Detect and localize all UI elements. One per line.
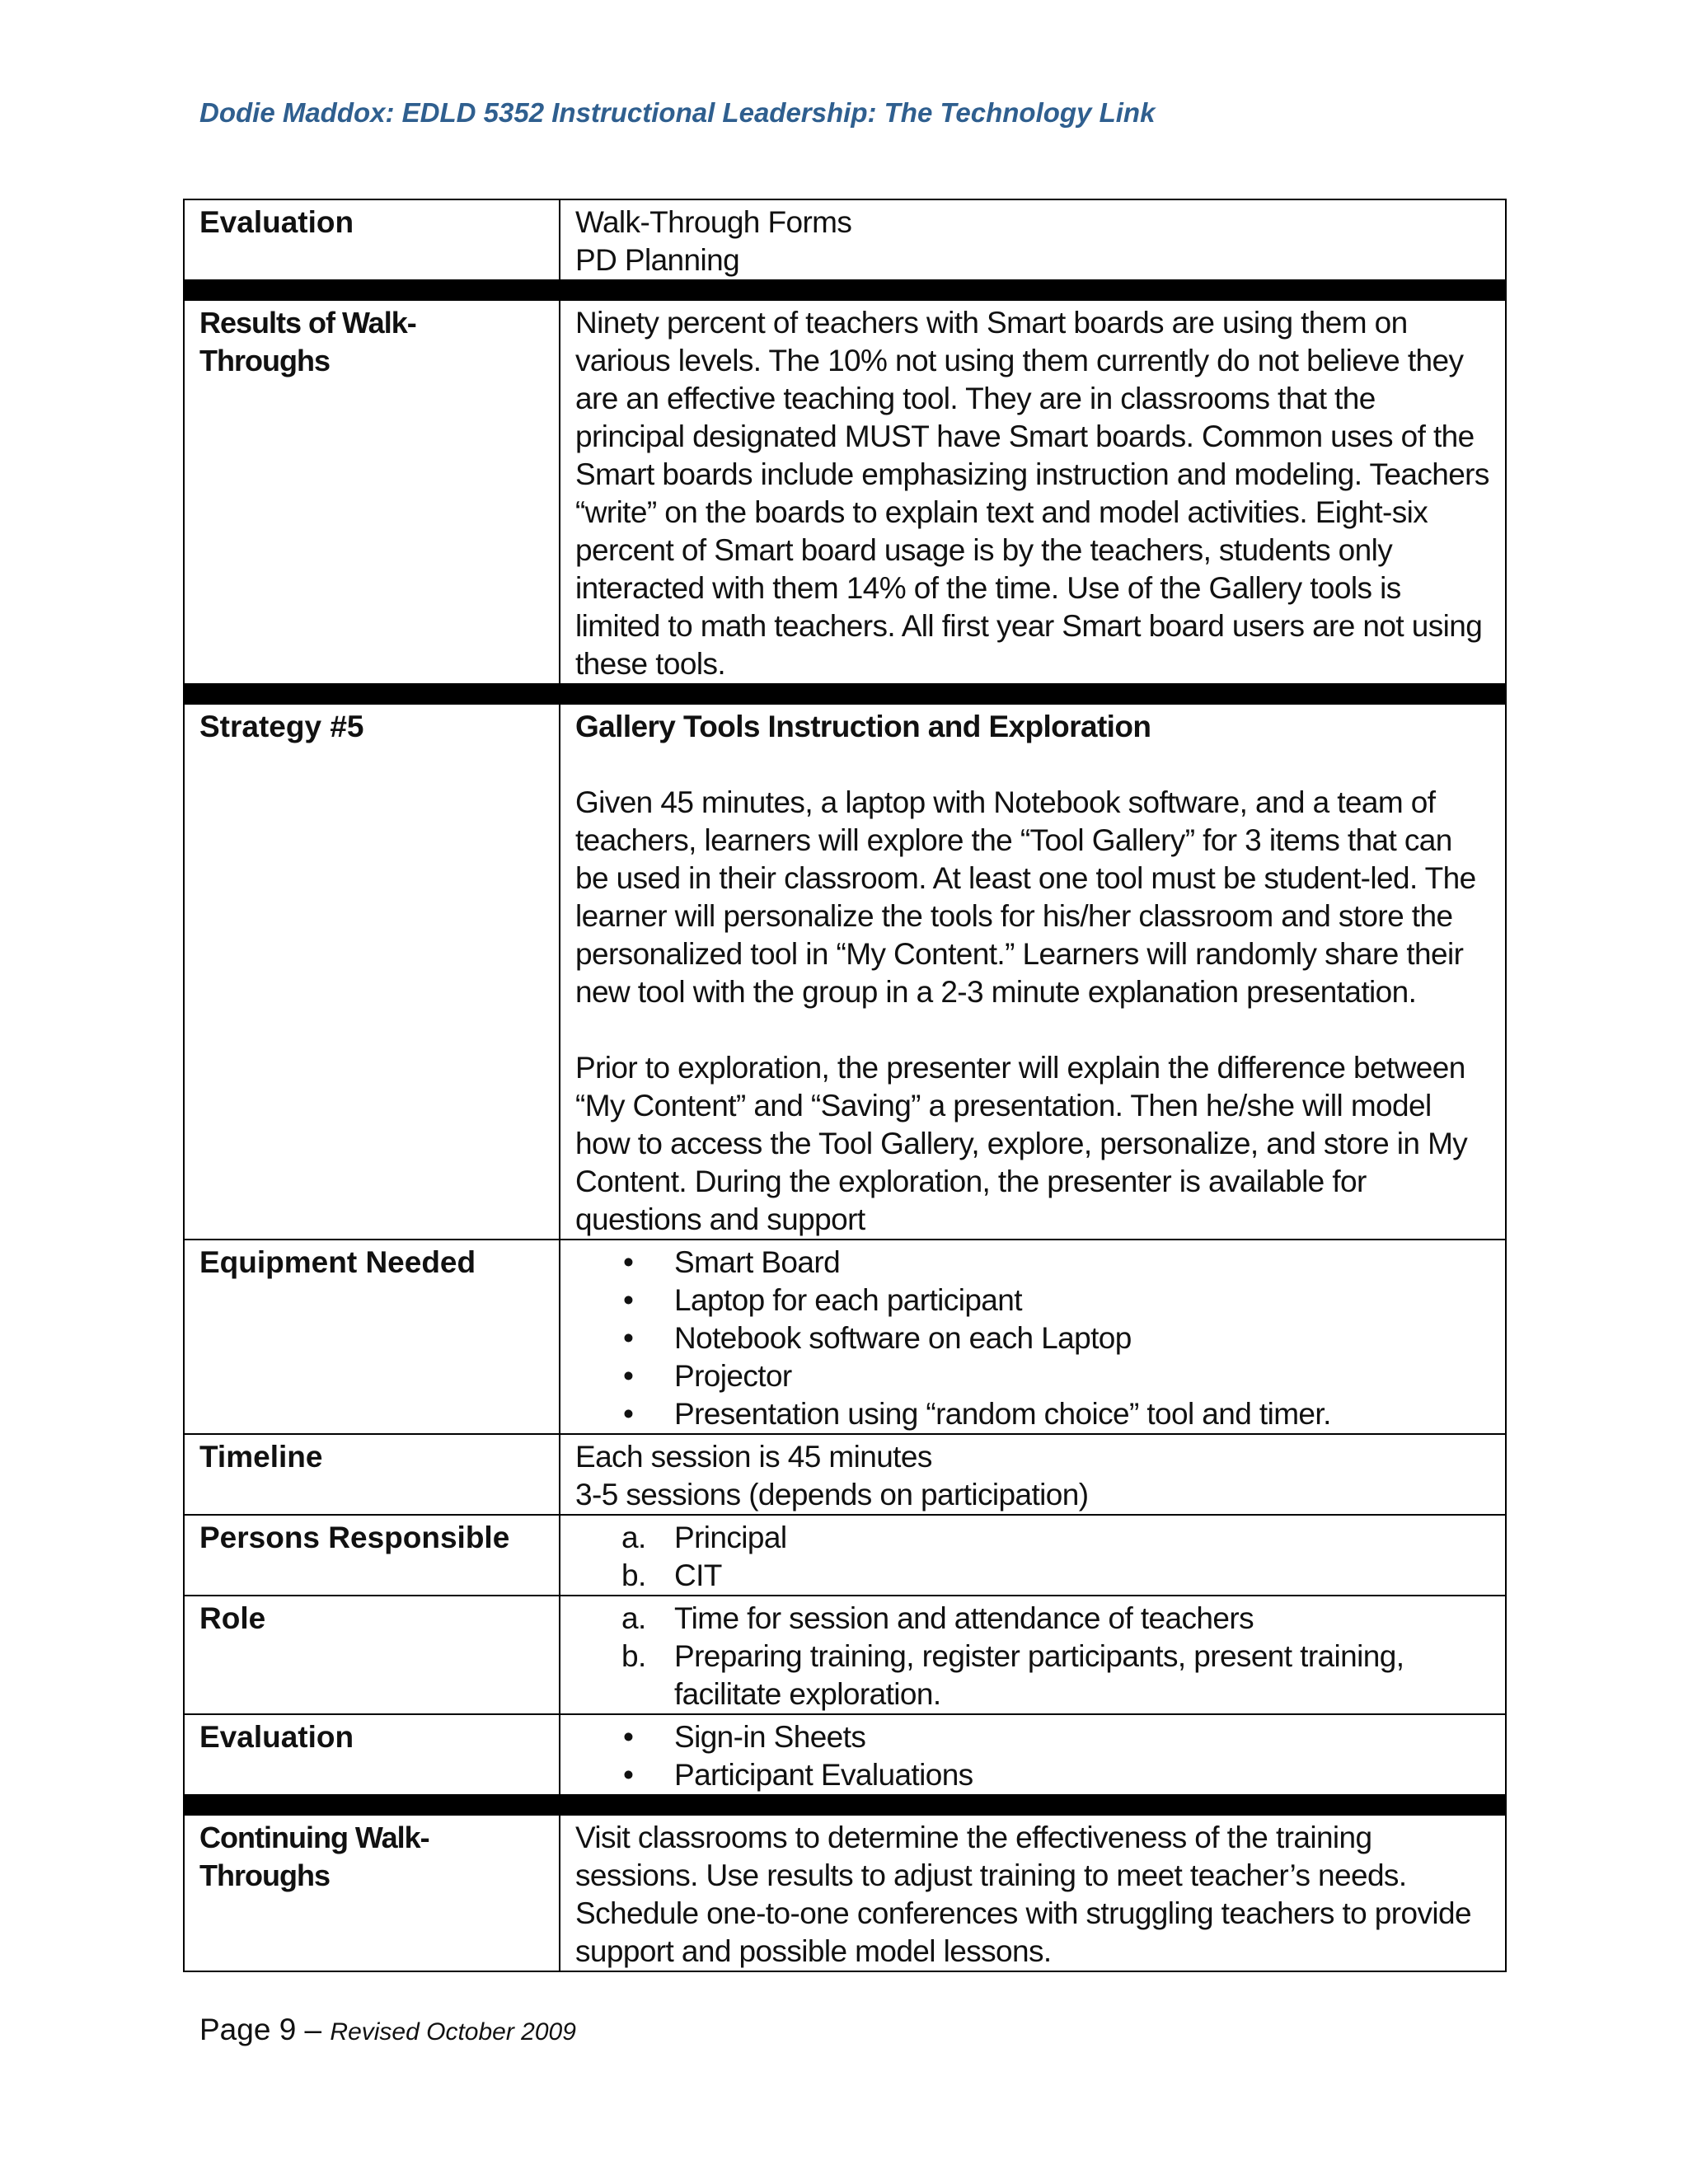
evaluation-top-label: Evaluation (184, 199, 560, 280)
evaluation-bottom-row (184, 1714, 1506, 1795)
timeline-label: Timeline (184, 1434, 560, 1515)
evaluation-top-content (560, 199, 1506, 280)
list-item: a. Time for session and attendance of teachers (621, 1601, 1254, 1635)
bullet-icon: • (623, 1283, 634, 1317)
persons-content (560, 1515, 1506, 1596)
list-item: • Sign-in Sheets (575, 1718, 1490, 1756)
evaluation-bottom-label: Evaluation (184, 1714, 560, 1795)
persons-row (184, 1515, 1506, 1596)
evaluation-bottom-content (560, 1714, 1506, 1795)
list-item: a. Principal (621, 1521, 787, 1554)
list-item: b. Preparing training, register participants, present training, facilitate exploration. (621, 1639, 1404, 1711)
timeline-line2: 3-5 sessions (depends on participation) (575, 1478, 1089, 1511)
evaluation-top-line2: PD Planning (575, 243, 740, 277)
strategy-paragraph-1: Given 45 minutes, a laptop with Notebook software, and a team of teachers, learners will explore the “Tool Gallery” for 3 items that can be used in their classroom. At least one tool must be student-led. The learner will personalize the tools for his/her classroom and store the personalized tool in “My Content.” Learners will randomly share their new tool with the group in a 2-3 minute explanation presentation. (575, 785, 1476, 1009)
list-item: • Notebook software on each Laptop (575, 1319, 1490, 1357)
results-text: Ninety percent of teachers with Smart boards are using them on various levels. The 10% not using them currently do not believe they are an effective teaching tool. They are in classrooms that the principal designated MUST have Smart boards. Common uses of the Smart boards include emphasizing instruction and modeling. Teachers “write” on the boards to explain text and model activities. Eight-six percent of Smart board usage is by the teachers, students only interacted with them 14% of the time. Use of the Gallery tools is limited to math teachers. All first year Smart board users are not using these tools. (560, 300, 1506, 684)
page-footer (199, 2013, 576, 2047)
continuing-label: Continuing Walk-Throughs (184, 1815, 560, 1971)
bullet-icon: • (623, 1720, 634, 1754)
page-header-title: Dodie Maddox: EDLD 5352 Instructional Leadership: The Technology Link (199, 97, 1156, 128)
equipment-list (575, 1244, 1490, 1433)
equipment-label: Equipment Needed (184, 1240, 560, 1434)
list-item: • Smart Board (575, 1244, 1490, 1282)
section-divider (184, 1795, 1506, 1815)
continuing-row (184, 1815, 1506, 1971)
timeline-row (184, 1434, 1506, 1515)
role-list (575, 1600, 1490, 1713)
evaluation-bottom-list (575, 1718, 1490, 1794)
section-divider (184, 684, 1506, 704)
evaluation-top-line1: Walk-Through Forms (575, 205, 852, 239)
list-item: • Participant Evaluations (575, 1756, 1490, 1794)
bullet-icon: • (623, 1359, 634, 1393)
persons-list (575, 1519, 1490, 1595)
strategy-row (184, 704, 1506, 1240)
results-row (184, 300, 1506, 684)
timeline-content (560, 1434, 1506, 1515)
list-item: • Projector (575, 1357, 1490, 1395)
equipment-row (184, 1240, 1506, 1434)
page-number: Page 9 – (199, 2013, 331, 2046)
evaluation-top-row (184, 199, 1506, 280)
role-label: Role (184, 1596, 560, 1714)
strategy-paragraph-2: Prior to exploration, the presenter will explain the difference between “My Content” and “Saving” a presentation. Then he/she will model how to access the Tool Gallery, explore, personalize, and store in My Content. During the exploration, the presenter is available for questions and support (575, 1051, 1468, 1236)
continuing-text: Visit classrooms to determine the effectiveness of the training sessions. Use results to adjust training to meet teacher’s needs. Schedule one-to-one conferences with struggling teachers to provide support and possible model lessons. (560, 1815, 1506, 1971)
persons-label: Persons Responsible (184, 1515, 560, 1596)
plan-table (183, 199, 1507, 1972)
list-item: • Laptop for each participant (575, 1282, 1490, 1319)
equipment-content (560, 1240, 1506, 1434)
section-divider (184, 280, 1506, 300)
strategy-label: Strategy #5 (184, 704, 560, 1240)
bullet-icon: • (623, 1321, 634, 1355)
role-content (560, 1596, 1506, 1714)
bullet-icon: • (623, 1758, 634, 1792)
strategy-content (560, 704, 1506, 1240)
bullet-icon: • (623, 1245, 634, 1279)
role-row (184, 1596, 1506, 1714)
list-item: b. CIT (621, 1558, 722, 1592)
list-item: • Presentation using “random choice” tool and timer. (575, 1395, 1490, 1433)
results-label: Results of Walk-Throughs (184, 300, 560, 684)
timeline-line1: Each session is 45 minutes (575, 1440, 932, 1474)
bullet-icon: • (623, 1397, 634, 1431)
revised-date: Revised October 2009 (330, 2018, 576, 2046)
strategy-title: Gallery Tools Instruction and Exploration (575, 710, 1151, 743)
